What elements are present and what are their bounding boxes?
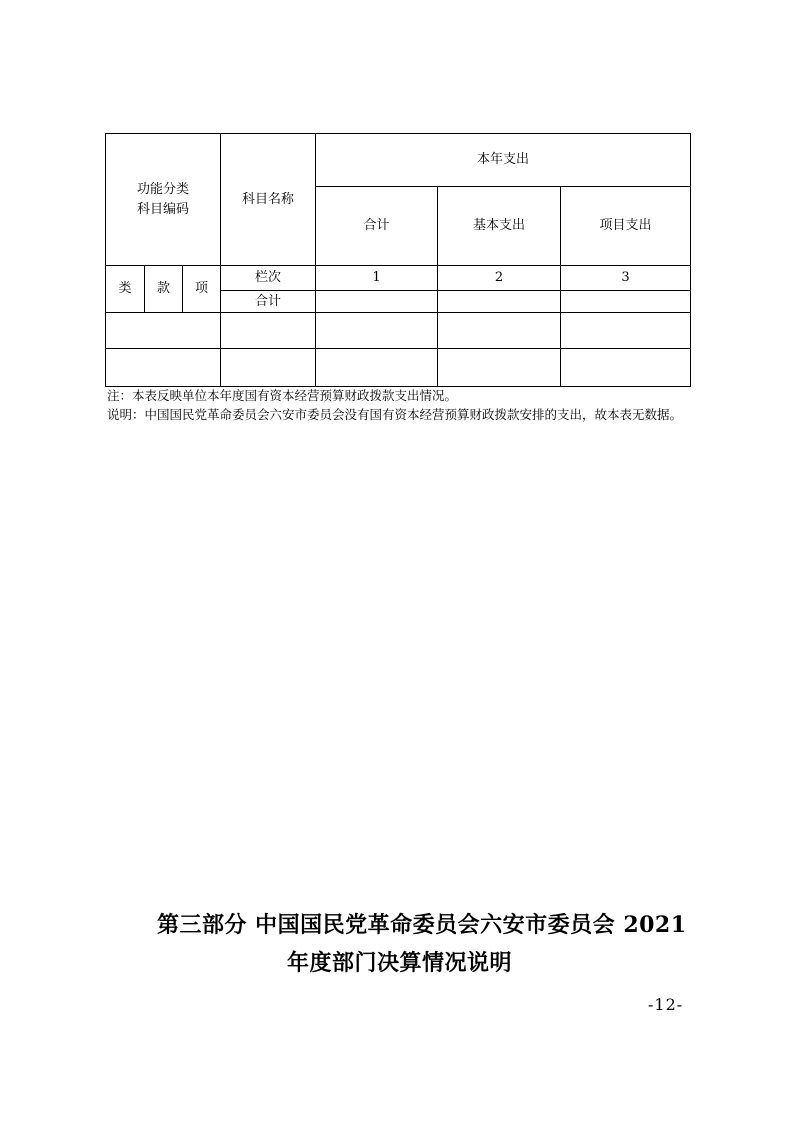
table-explanation: 说明：中国国民党革命委员会六安市委员会没有国有资本经营预算财政拨款安排的支出，故本表无数据。	[107, 407, 683, 422]
table-cell	[316, 349, 438, 387]
table-cell	[561, 349, 691, 387]
class-header: 类	[106, 266, 145, 313]
table-note: 注：本表反映单位本年度国有资本经营预算财政拨款支出情况。	[107, 388, 458, 403]
column-index-2: 2	[438, 266, 561, 291]
section-title-line2: 年度部门决算情况说明	[287, 950, 513, 976]
total-row-cell	[438, 291, 561, 313]
table-cell	[221, 313, 316, 349]
total-row-cell	[316, 291, 438, 313]
item-header: 项	[183, 266, 221, 313]
table-row	[106, 349, 691, 387]
table-cell	[438, 313, 561, 349]
section-title-line1: 第三部分 中国国民党革命委员会六安市委员会 2021	[157, 912, 687, 938]
basic-expense-header: 基本支出	[438, 187, 561, 266]
column-index-3: 3	[561, 266, 691, 291]
section-header: 款	[145, 266, 183, 313]
state-capital-budget-expense-table	[105, 133, 691, 387]
column-index-label: 栏次	[221, 266, 316, 291]
function-code-header-line1: 功能分类	[136, 181, 189, 197]
current-year-expense-header: 本年支出	[316, 134, 691, 187]
table-cell	[438, 349, 561, 387]
project-expense-header: 项目支出	[561, 187, 691, 266]
total-row-cell	[561, 291, 691, 313]
table-cell	[561, 313, 691, 349]
column-index-1: 1	[316, 266, 438, 291]
subject-name-header: 科目名称	[221, 134, 316, 266]
function-code-header	[106, 134, 221, 266]
table-row	[106, 313, 691, 349]
table-cell	[106, 349, 221, 387]
table-cell	[106, 313, 221, 349]
total-row-label: 合计	[221, 291, 316, 313]
total-header: 合计	[316, 187, 438, 266]
table-cell	[316, 313, 438, 349]
table-cell	[221, 349, 316, 387]
function-code-header-line2: 科目编码	[136, 201, 189, 217]
page-number: -12-	[648, 995, 684, 1014]
